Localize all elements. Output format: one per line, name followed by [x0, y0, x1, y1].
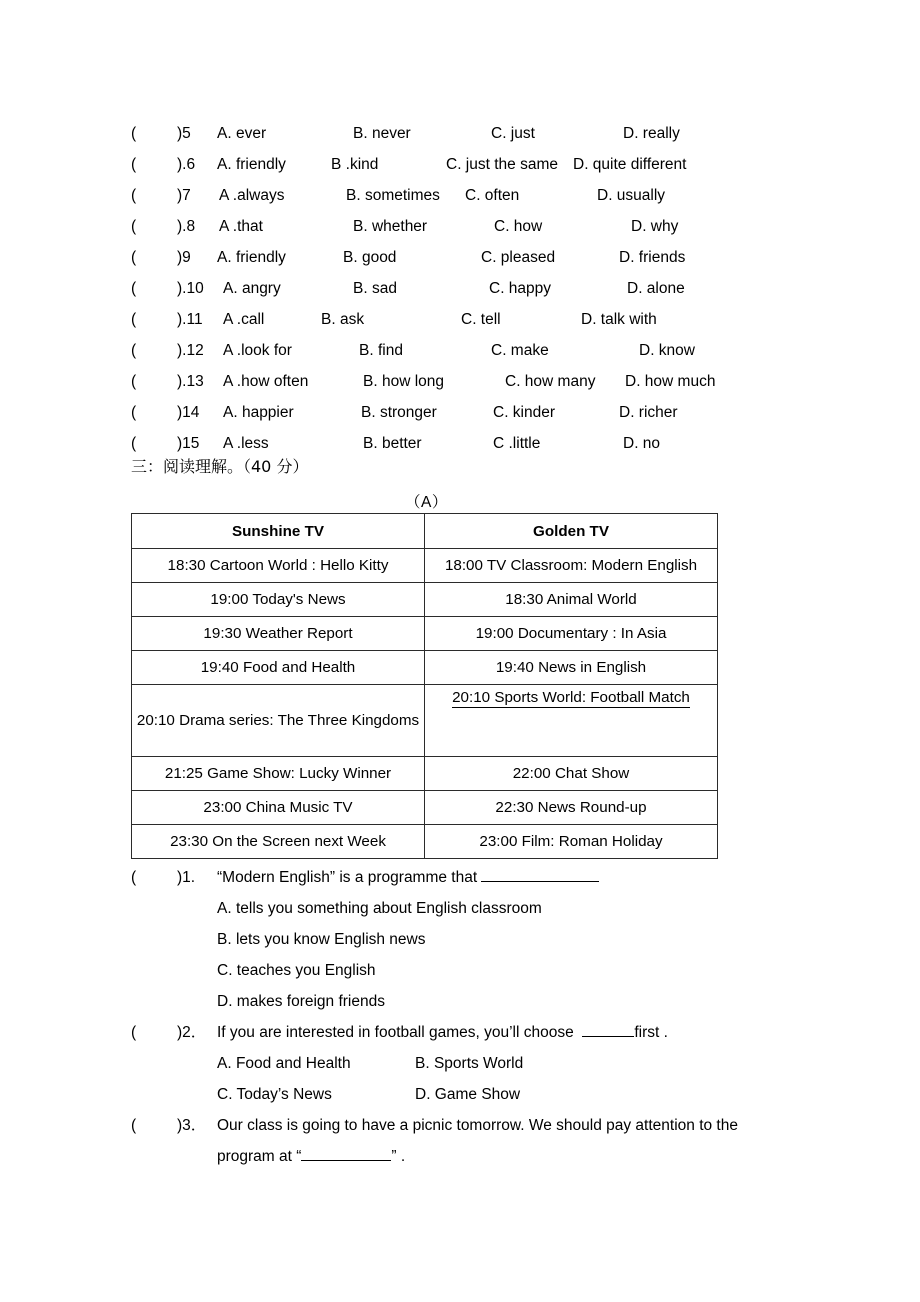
question-option[interactable]: [131, 924, 891, 955]
reading-question-list: [131, 862, 891, 1172]
cloze-option-b[interactable]: B. never: [353, 125, 411, 142]
cloze-number: )9: [177, 249, 191, 266]
cloze-number: ).11: [177, 311, 203, 328]
cloze-option-b[interactable]: B. find: [359, 342, 403, 359]
table-cell-golden: 19:00 Documentary : In Asia: [425, 617, 718, 651]
table-cell-golden: 22:00 Chat Show: [425, 757, 718, 791]
cloze-row: [131, 118, 831, 149]
reading-question-stem: [131, 1017, 891, 1048]
cloze-paren: (: [131, 404, 137, 421]
cloze-number: ).6: [177, 156, 196, 173]
cloze-option-d[interactable]: D. talk with: [581, 311, 657, 328]
cloze-option-b[interactable]: B. ask: [321, 311, 365, 328]
cloze-option-a[interactable]: A .less: [223, 435, 269, 452]
question-stem-text: [217, 862, 599, 893]
table-row: [132, 617, 718, 651]
question-number: )2．: [177, 1024, 207, 1041]
cloze-option-c[interactable]: C. happy: [489, 280, 552, 297]
table-cell-golden: 22:30 News Round-up: [425, 791, 718, 825]
table-row: [132, 685, 718, 757]
cloze-option-d[interactable]: D. how much: [625, 373, 716, 390]
question-option-label: D. makes foreign friends: [217, 993, 385, 1010]
table-row: [132, 549, 718, 583]
question-option[interactable]: [131, 986, 891, 1017]
question-option-pair: [131, 1079, 891, 1110]
question-option[interactable]: [131, 893, 891, 924]
cloze-option-c[interactable]: C. tell: [461, 311, 501, 328]
cloze-option-c[interactable]: C. kinder: [493, 404, 556, 421]
passage-label-a: （A）: [405, 494, 448, 511]
table-cell-sunshine: 19:40 Food and Health: [132, 651, 425, 685]
cloze-number: ).10: [177, 280, 204, 297]
question-option-label: B. lets you know English news: [217, 931, 426, 948]
answer-blank[interactable]: [301, 1160, 391, 1161]
cloze-option-a[interactable]: A. friendly: [217, 156, 286, 173]
cloze-number: )15: [177, 435, 200, 452]
cloze-row: [131, 180, 831, 211]
cloze-paren: (: [131, 435, 137, 452]
cloze-number: ).12: [177, 342, 204, 359]
cloze-option-b[interactable]: B. good: [343, 249, 397, 266]
question-stem-line2-prefix: program at “: [217, 1148, 302, 1165]
table-row: [132, 651, 718, 685]
table-cell-golden: 18:00 TV Classroom: Modern English: [425, 549, 718, 583]
cloze-option-d[interactable]: D. really: [623, 125, 680, 142]
table-cell-sunshine: 18:30 Cartoon World : Hello Kitty: [132, 549, 425, 583]
cloze-number: ).8: [177, 218, 196, 235]
cloze-option-a[interactable]: A .call: [223, 311, 265, 328]
question-stem-suffix: first .: [634, 1024, 668, 1041]
question-option[interactable]: D. Game Show: [415, 1086, 521, 1103]
table-header-row: [132, 514, 718, 549]
cloze-row: [131, 304, 831, 335]
table-cell-sunshine: 23:00 China Music TV: [132, 791, 425, 825]
cloze-number: )5: [177, 125, 191, 142]
question-stem-line2-suffix: ” .: [391, 1148, 406, 1165]
reading-question-stem: [131, 862, 891, 893]
cloze-option-d[interactable]: D. no: [623, 435, 661, 452]
cloze-paren: (: [131, 342, 137, 359]
cloze-option-c[interactable]: C. just: [491, 125, 535, 142]
cloze-option-d[interactable]: D. richer: [619, 404, 678, 421]
cloze-option-c[interactable]: C .little: [493, 435, 541, 452]
cloze-row: [131, 366, 831, 397]
answer-blank[interactable]: [481, 881, 599, 882]
table-cell-sunshine: 23:30 On the Screen next Week: [132, 825, 425, 859]
cloze-row: [131, 273, 831, 304]
cloze-option-d[interactable]: D. friends: [619, 249, 686, 266]
cloze-number: )7: [177, 187, 191, 204]
table-cell-golden-underlined-text: 20:10 Sports World: Football Match: [452, 689, 690, 706]
question-option[interactable]: C. Today’s News: [217, 1086, 332, 1103]
table-cell-sunshine: 19:00 Today's News: [132, 583, 425, 617]
question-option-pair: [131, 1048, 891, 1079]
question-option-label: C. teaches you English: [217, 962, 376, 979]
table-cell-sunshine: 21:25 Game Show: Lucky Winner: [132, 757, 425, 791]
cloze-paren: (: [131, 156, 137, 173]
question-option[interactable]: A. Food and Health: [217, 1055, 351, 1072]
cloze-row: [131, 149, 831, 180]
table-row: [132, 757, 718, 791]
cloze-paren: (: [131, 249, 137, 266]
cloze-option-b[interactable]: B. how long: [363, 373, 444, 390]
cloze-option-d[interactable]: D. quite different: [573, 156, 687, 173]
cloze-option-c[interactable]: C. how many: [505, 373, 596, 390]
cloze-option-b[interactable]: B. better: [363, 435, 422, 452]
cloze-option-a[interactable]: A .that: [219, 218, 263, 235]
question-number: )1.: [177, 869, 196, 886]
table-header-golden-tv: Golden TV: [425, 514, 718, 549]
question-paren: (: [131, 1117, 137, 1134]
question-option[interactable]: B. Sports World: [415, 1055, 524, 1072]
cloze-row: [131, 242, 831, 273]
question-paren: (: [131, 1024, 137, 1041]
question-stem-text: [217, 1017, 668, 1048]
cloze-option-a[interactable]: A. friendly: [217, 249, 286, 266]
question-stem-line2: [131, 1141, 891, 1172]
table-header-sunshine-tv: Sunshine TV: [132, 514, 425, 549]
cloze-option-a[interactable]: A. angry: [223, 280, 281, 297]
tv-schedule-table: [131, 513, 718, 859]
cloze-option-a[interactable]: A .how often: [223, 373, 309, 390]
cloze-option-b[interactable]: B. stronger: [361, 404, 437, 421]
table-row: [132, 791, 718, 825]
table-cell-golden: 18:30 Animal World: [425, 583, 718, 617]
question-option[interactable]: [131, 955, 891, 986]
answer-blank[interactable]: [582, 1036, 634, 1037]
cloze-option-c[interactable]: C. how: [494, 218, 543, 235]
cloze-option-d[interactable]: D. usually: [597, 187, 666, 204]
question-stem-label: “Modern English” is a programme that: [217, 869, 478, 886]
cloze-option-d[interactable]: D. why: [631, 218, 679, 235]
table-row: [132, 825, 718, 859]
cloze-paren: (: [131, 311, 137, 328]
cloze-option-c[interactable]: C. make: [491, 342, 549, 359]
cloze-paren: (: [131, 373, 137, 390]
reading-question-stem: [131, 1110, 891, 1141]
cloze-option-b[interactable]: B. sad: [353, 280, 397, 297]
cloze-option-a[interactable]: A .look for: [223, 342, 292, 359]
table-row: [132, 583, 718, 617]
cloze-paren: (: [131, 187, 137, 204]
cloze-option-c[interactable]: C. pleased: [481, 249, 556, 266]
cloze-option-c[interactable]: C. often: [465, 187, 520, 204]
cloze-paren: (: [131, 218, 137, 235]
cloze-number: )14: [177, 404, 200, 421]
cloze-question-list: [131, 118, 831, 459]
table-cell-sunshine: 20:10 Drama series: The Three Kingdoms: [132, 685, 425, 757]
cloze-option-c[interactable]: C. just the same: [446, 156, 558, 173]
cloze-option-b[interactable]: B. whether: [353, 218, 428, 235]
cloze-row: [131, 211, 831, 242]
cloze-paren: (: [131, 125, 137, 142]
cloze-number: ).13: [177, 373, 204, 390]
section-heading-reading: 三：阅读理解。（40 分）: [131, 457, 309, 476]
table-cell-sunshine: 19:30 Weather Report: [132, 617, 425, 651]
table-cell-golden: 23:00 Film: Roman Holiday: [425, 825, 718, 859]
cloze-option-a[interactable]: A .always: [219, 187, 285, 204]
cloze-option-d[interactable]: D. alone: [627, 280, 685, 297]
table-cell-golden: 19:40 News in English: [425, 651, 718, 685]
cloze-option-a[interactable]: A. happier: [223, 404, 294, 421]
question-stem-line1: Our class is going to have a picnic tomorrow. We should pay attention to the: [217, 1117, 738, 1134]
cloze-option-b[interactable]: B. sometimes: [346, 187, 440, 204]
cloze-row: [131, 335, 831, 366]
table-cell-golden: [425, 685, 718, 757]
cloze-option-a[interactable]: A. ever: [217, 125, 267, 142]
cloze-option-d[interactable]: D. know: [639, 342, 695, 359]
question-number: )3．: [177, 1117, 207, 1134]
cloze-paren: (: [131, 280, 137, 297]
question-stem-label: If you are interested in football games, you’ll choose: [217, 1024, 574, 1041]
question-paren: (: [131, 869, 137, 886]
cloze-row: [131, 397, 831, 428]
cloze-option-b[interactable]: B .kind: [331, 156, 379, 173]
question-option-label: A. tells you something about English classroom: [217, 900, 542, 917]
